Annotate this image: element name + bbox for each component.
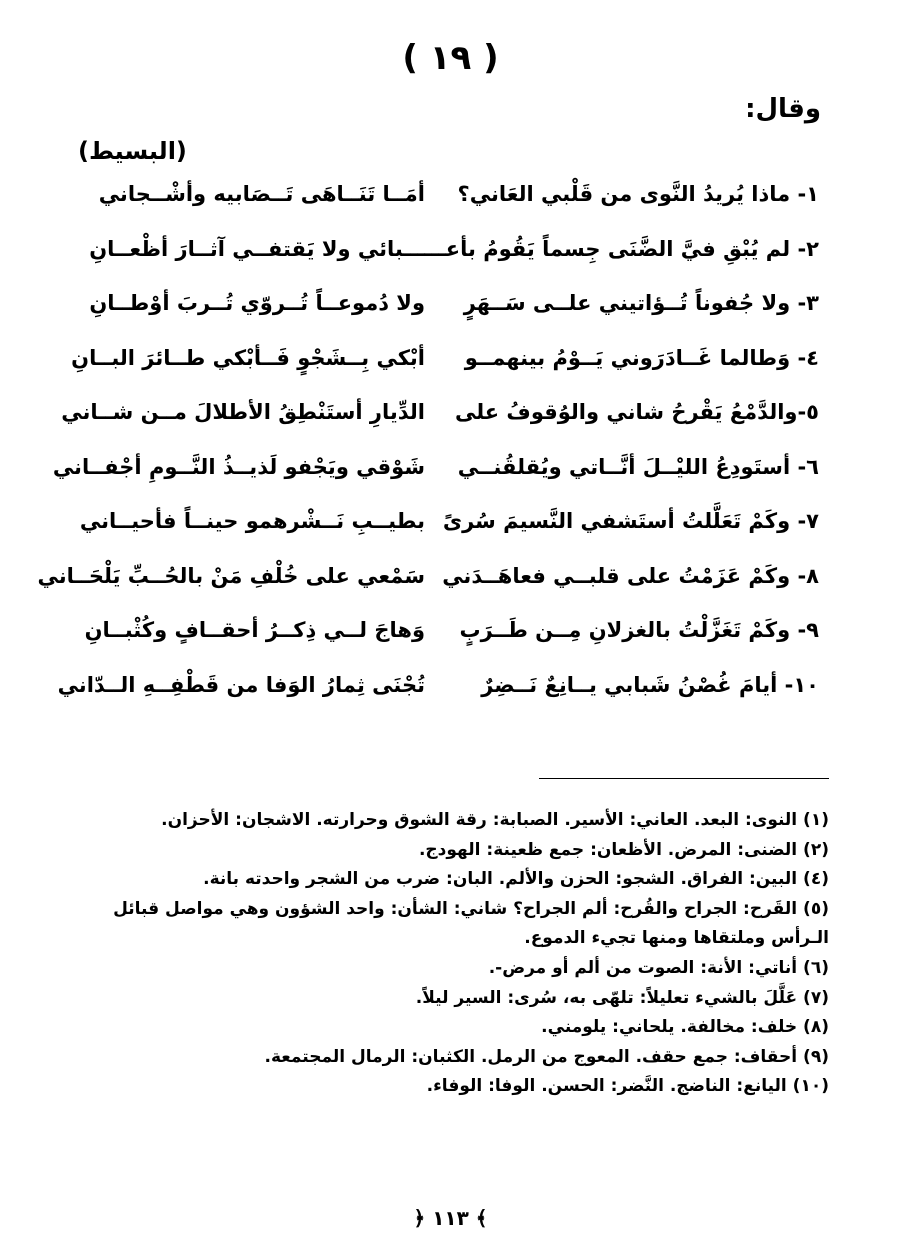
verse-10-first-hemistich: ١٠- أيامَ غُصْنُ شَبابي يــانِعٌ نَــضِرٌ	[481, 672, 819, 697]
page-number: ﴾ ١١٣ ﴿	[413, 1206, 488, 1230]
verse-7-first-hemistich: ٧- وكَمْ تَعَلَّلتُ أستَشفي النَّسيمَ سُرىً	[442, 509, 819, 533]
verse-9-first-hemistich: ٩- وكَمْ تَغَزَّلْتُ بالغزلانِ مِــن طَــرَبٍ	[459, 618, 819, 642]
footnote-5: (٥) القَرح: الجراح والقُرح: ألم الجراح؟ شاني: الشأن: واحد الشؤون وهي مواصل قبائل الـرأس وملتقاها ومنها تجيء الدموع.	[113, 898, 829, 949]
verse-3-first-hemistich: ٣- ولا جُفوناً تُــؤاتيني علــى سَــهَرٍ	[463, 291, 819, 315]
verse-1-first-hemistich: ١- ماذا يُريدُ النَّوى من قَلْبي العَاني؟	[457, 182, 819, 206]
verse-4-second-hemistich: أبْكي بِــشَجْوٍ فَــأبْكي طــائرَ البــانِ	[71, 345, 425, 370]
verse-8-first-hemistich: ٨- وكَمْ عَزَمْتُ على قلبــي فعاهَــدَني	[442, 563, 819, 588]
verse-4-first-hemistich: ٤- وَطالما غَــادَرَوني يَــوْمُ بينهمــو	[464, 345, 819, 370]
footnote-4: (٤) البين: الفراق. الشجو: الحزن والألم. البان: ضرب من الشجر واحدته بانة.	[203, 869, 829, 890]
poem-number: ( ١٩ )	[402, 38, 499, 78]
footnote-8: (٨) خلف: مخالفة. يلحاني: يلومني.	[541, 1017, 829, 1038]
verse-4	[0, 340, 901, 395]
footnote-7: (٧) عَلَّلَ بالشيء تعليلاً: تلهّى به، سُرى: السير ليلاً.	[415, 987, 829, 1008]
footnote-1: (١) النوى: البعد. العاني: الأسير. الصبابة: رقة الشوق وحرارته. الاشجان: الأحزان.	[161, 810, 829, 830]
intro-label: وقال:	[745, 94, 821, 124]
verse-5-second-hemistich: الدِّيارِ أستَنْطِقُ الأطلالَ مــن شــاني	[61, 400, 425, 424]
footnote-6: (٦) أناتي: الأنة: الصوت من ألم أو مرض-.	[488, 957, 829, 978]
verse-1	[0, 176, 901, 231]
verse-8	[0, 558, 901, 613]
verse-6-second-hemistich: شَوْقي ويَجْفو لَذيــذُ النَّــومِ أجْفــاني	[52, 454, 425, 479]
footnote-10: (١٠) اليانع: الناضج. النَّضر: الحسن. الوفا: الوفاء.	[426, 1076, 829, 1097]
footnotes	[69, 806, 829, 1102]
verse-9-second-hemistich: وَهاجَ لــي ذِكــرُ أحقــافٍ وكُثْبــانِ	[84, 618, 425, 642]
footnote-2: (٢) الضنى: المرض. الأظعان: جمع ظعينة: الهودج.	[418, 839, 829, 860]
verse-1-second-hemistich: أمَــا تَنَــاهَى تَــصَابيه وأشْــجاني	[98, 182, 425, 206]
verse-3-second-hemistich: ولا دُموعــاً تُــروّي تُــربَ أوْطــانِ	[89, 291, 425, 315]
verse-8-second-hemistich: سَمْعي على خُلْفِ مَنْ بالحُــبِّ يَلْحَــاني	[37, 563, 425, 588]
verse-2-second-hemistich: ـــبائي ولا يَقتفــي آثــارَ أظْعــانِ	[89, 236, 425, 261]
footnote-9: (٩) أحقاف: جمع حقف. المعوج من الرمل. الكثبان: الرمال المجتمعة.	[264, 1046, 829, 1067]
verse-3	[0, 285, 901, 340]
verse-6-first-hemistich: ٦- أستَودِعُ الليْــلَ أنَّــاتي ويُقلقُنــي	[457, 454, 819, 479]
poem-verses	[0, 176, 901, 721]
verse-9	[0, 612, 901, 667]
footnote-divider	[539, 778, 829, 779]
verse-2	[0, 231, 901, 286]
verse-5-first-hemistich: ٥-والدَّمْعُ يَقْرحُ شاني والوُقوفُ على	[454, 400, 819, 424]
verse-6	[0, 449, 901, 504]
verse-2-first-hemistich: ٢- لم يُبْقِ فيَّ الضَّنَى جِسماً يَقُومُ بأعـــ	[424, 236, 819, 261]
verse-10	[0, 667, 901, 722]
meter-label: (البسيط)	[78, 137, 187, 165]
verse-7	[0, 503, 901, 558]
verse-7-second-hemistich: بطيــبِ نَــشْرهمو حينــاً فأحيــاني	[79, 509, 425, 533]
verse-5	[0, 394, 901, 449]
verse-10-second-hemistich: تُجْنَى ثِمارُ الوَفا من قَطْفِــهِ الــدّاني	[57, 672, 425, 697]
